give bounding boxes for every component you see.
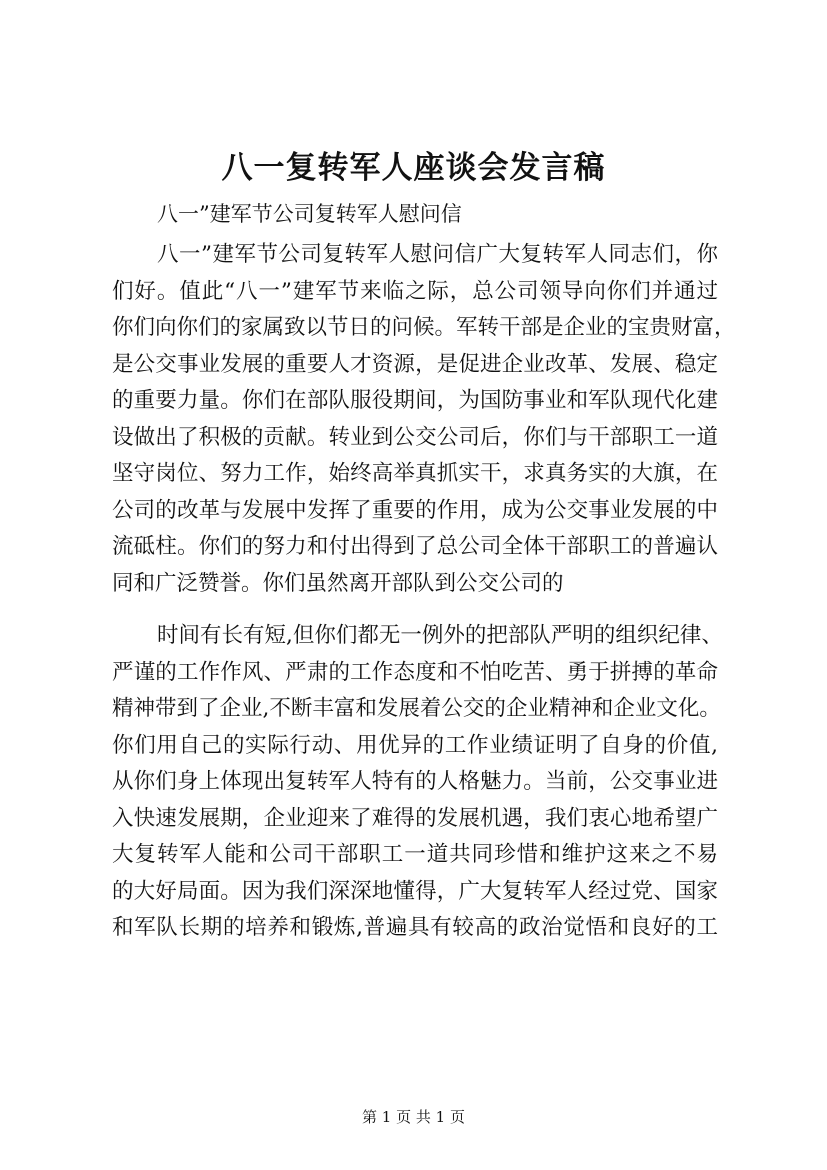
body-paragraph-2: [112, 618, 723, 947]
page-title: 八一复转军人座谈会发言稿: [221, 150, 606, 186]
text-line: 大复转军人能和公司干部职工一道共同珍惜和维护这来之不易: [112, 842, 718, 867]
text-line: 同和广泛赞誉。你们虽然离开部队到公交公司的: [112, 570, 564, 596]
text-line: 们好。值此“八一”建军节来临之际，总公司领导向你们并通过: [112, 278, 718, 304]
text-line: 从你们身上体现出复转军人特有的人格魅力。当前，公交事业进: [112, 769, 718, 794]
text-line: 精神带到了企业,不断丰富和发展着公交的企业精神和企业文化。: [112, 696, 721, 721]
text-line: 公司的改革与发展中发挥了重要的作用，成为公交事业发展的中: [112, 497, 718, 523]
document-subtitle: 八一”建军节公司复转军人慰问信: [157, 202, 462, 226]
text-line: 和军队长期的培养和锻炼,普遍具有较高的政治觉悟和良好的工: [112, 915, 718, 940]
text-line: 流砥柱。你们的努力和付出得到了总公司全体干部职工的普遍认: [112, 534, 718, 559]
body-paragraph-1: [112, 237, 736, 602]
text-line: 设做出了积极的贡献。转业到公交公司后，你们与干部职工一道: [112, 424, 718, 450]
text-line: 时间有长有短,但你们都无一例外的把部队严明的组织纪律、: [157, 623, 723, 648]
text-line: 坚守岗位、努力工作，始终高举真抓实干，求真务实的大旗，在: [112, 461, 718, 486]
text-line: 八一”建军节公司复转军人慰问信广大复转军人同志们，你: [157, 242, 718, 267]
text-line: 你们用自己的实际行动、用优异的工作业绩证明了自身的价值,: [112, 732, 718, 758]
page-footer: 第 1 页 共 1 页: [362, 1108, 465, 1126]
text-line: 是公交事业发展的重要人才资源，是促进企业改革、发展、稳定: [112, 351, 718, 377]
text-line: 严谨的工作作风、严肃的工作态度和不怕吃苦、勇于拼搏的革命: [112, 659, 718, 685]
text-line: 你们向你们的家属致以节日的问候。军转干部是企业的宝贵财富，: [112, 315, 736, 340]
text-line: 的重要力量。你们在部队服役期间，为国防事业和军队现代化建: [112, 388, 718, 413]
text-line: 入快速发展期，企业迎来了难得的发展机遇，我们衷心地希望广: [112, 805, 718, 831]
text-line: 的大好局面。因为我们深深地懂得，广大复转军人经过党、国家: [112, 878, 718, 904]
